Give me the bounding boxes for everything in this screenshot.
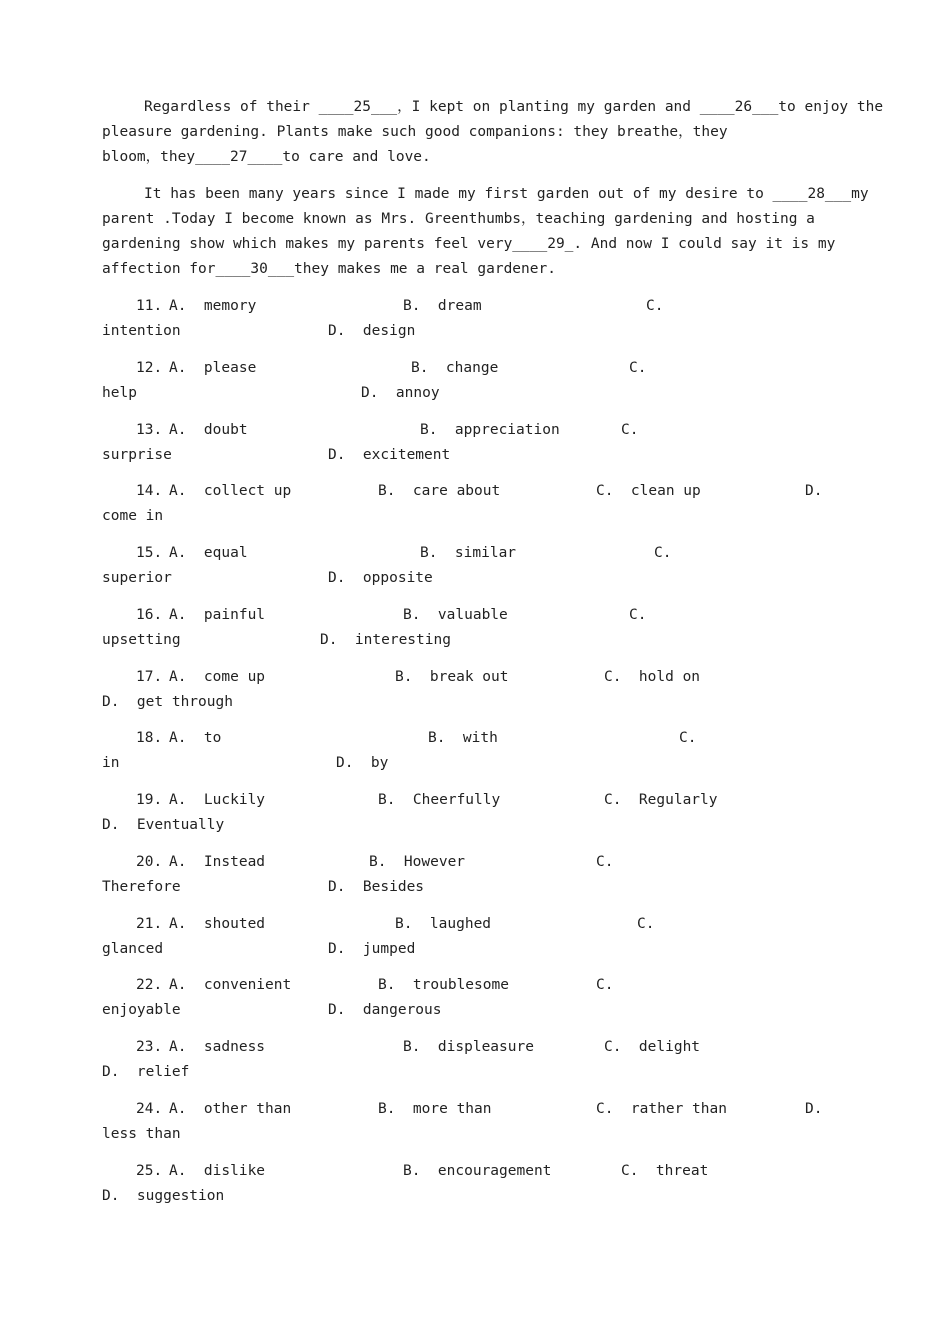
option-d: D. Besides — [328, 879, 425, 895]
question-number: 24. — [136, 1101, 163, 1117]
question-number: 12. — [136, 360, 163, 376]
option-d: D. relief — [102, 1064, 190, 1080]
option-d: D. get through — [102, 694, 233, 710]
option-d: D. by — [336, 755, 389, 771]
option-continuation: intention — [102, 323, 181, 339]
passage-line: gardening show which makes my parents feel very____29_. And now I could say it is my — [102, 236, 836, 252]
question-number: 21. — [136, 916, 163, 932]
option-b: B. Cheerfully — [378, 792, 501, 808]
option-c: C. rather than — [596, 1101, 727, 1117]
option-a: A. please — [169, 360, 257, 376]
option-a: A. Luckily — [169, 792, 266, 808]
question-number: 20. — [136, 854, 163, 870]
option-b: B. appreciation — [420, 422, 560, 438]
option-c: C. hold on — [604, 669, 701, 685]
passage-line: pleasure gardening. Plants make such good companions: they breathe，they — [102, 124, 728, 140]
option-c: C. threat — [621, 1163, 709, 1179]
option-a: A. convenient — [169, 977, 292, 993]
option-continuation: come in — [102, 508, 164, 524]
question-number: 16. — [136, 607, 163, 623]
option-a: A. doubt — [169, 422, 248, 438]
option-b: B. laughed — [395, 916, 492, 932]
option-d: D. — [805, 483, 823, 499]
question-number: 17. — [136, 669, 163, 685]
option-a: A. Instead — [169, 854, 266, 870]
option-b: B. break out — [395, 669, 509, 685]
option-d: D. interesting — [320, 632, 451, 648]
passage-line: bloom，they____27____to care and love. — [102, 149, 431, 165]
option-b: B. more than — [378, 1101, 492, 1117]
question-number: 25. — [136, 1163, 163, 1179]
option-c: C. — [621, 422, 639, 438]
option-c: C. — [637, 916, 655, 932]
question-number: 13. — [136, 422, 163, 438]
option-c: C. — [596, 854, 614, 870]
option-continuation: surprise — [102, 447, 172, 463]
option-c: C. — [646, 298, 664, 314]
passage-line: affection for____30___they makes me a real gardener. — [102, 261, 556, 277]
option-d: D. — [805, 1101, 823, 1117]
option-d: D. annoy — [361, 385, 440, 401]
passage-line: It has been many years since I made my first garden out of my desire to ____28___my — [144, 186, 869, 202]
option-c: C. clean up — [596, 483, 701, 499]
option-b: B. dream — [403, 298, 482, 314]
option-continuation: glanced — [102, 941, 164, 957]
option-a: A. to — [169, 730, 222, 746]
question-number: 23. — [136, 1039, 163, 1055]
question-number: 15. — [136, 545, 163, 561]
option-d: D. dangerous — [328, 1002, 442, 1018]
option-a: A. painful — [169, 607, 266, 623]
option-continuation: superior — [102, 570, 172, 586]
option-b: B. change — [411, 360, 499, 376]
option-d: D. opposite — [328, 570, 433, 586]
option-c: C. — [596, 977, 614, 993]
option-c: C. delight — [604, 1039, 701, 1055]
question-number: 11. — [136, 298, 163, 314]
question-number: 22. — [136, 977, 163, 993]
option-b: B. with — [428, 730, 498, 746]
option-a: A. come up — [169, 669, 266, 685]
option-continuation: less than — [102, 1126, 181, 1142]
option-c: C. Regularly — [604, 792, 718, 808]
option-continuation: upsetting — [102, 632, 181, 648]
option-a: A. memory — [169, 298, 257, 314]
option-c: C. — [654, 545, 672, 561]
option-b: B. displeasure — [403, 1039, 534, 1055]
option-d: D. excitement — [328, 447, 451, 463]
option-continuation: enjoyable — [102, 1002, 181, 1018]
option-c: C. — [629, 607, 647, 623]
option-a: A. dislike — [169, 1163, 266, 1179]
option-a: A. shouted — [169, 916, 266, 932]
passage-line: parent .Today I become known as Mrs. Greenthumbs，teaching gardening and hosting a — [102, 211, 815, 227]
question-number: 14. — [136, 483, 163, 499]
option-b: B. encouragement — [403, 1163, 552, 1179]
option-b: B. valuable — [403, 607, 508, 623]
question-number: 18. — [136, 730, 163, 746]
option-continuation: Therefore — [102, 879, 181, 895]
option-a: A. equal — [169, 545, 248, 561]
option-continuation: help — [102, 385, 137, 401]
option-c: C. — [679, 730, 697, 746]
option-d: D. design — [328, 323, 416, 339]
option-b: B. care about — [378, 483, 501, 499]
passage-line: Regardless of their ____25___，I kept on planting my garden and ____26___to enjoy the — [144, 99, 884, 115]
option-c: C. — [629, 360, 647, 376]
option-d: D. suggestion — [102, 1188, 225, 1204]
option-d: D. Eventually — [102, 817, 225, 833]
option-a: A. other than — [169, 1101, 292, 1117]
option-b: B. troublesome — [378, 977, 509, 993]
option-d: D. jumped — [328, 941, 416, 957]
option-a: A. sadness — [169, 1039, 266, 1055]
option-b: B. similar — [420, 545, 517, 561]
question-number: 19. — [136, 792, 163, 808]
option-a: A. collect up — [169, 483, 292, 499]
option-continuation: in — [102, 755, 120, 771]
option-b: B. However — [369, 854, 466, 870]
